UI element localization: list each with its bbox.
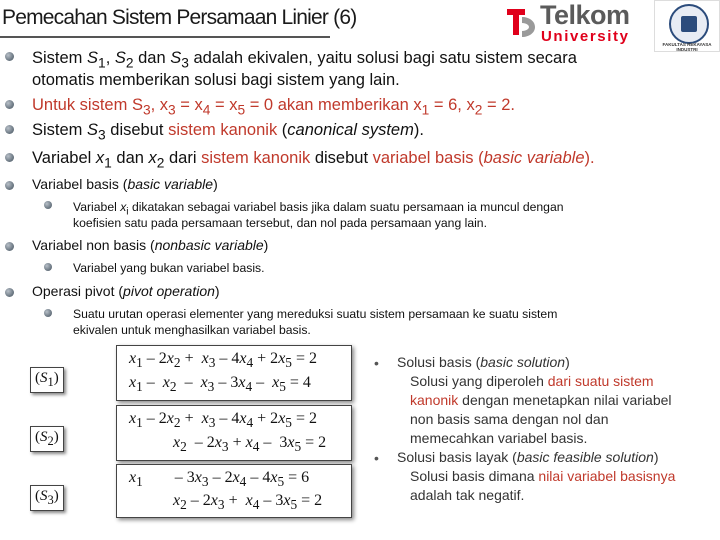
basic-solution-line3: non basis sama dengan nol dan: [410, 411, 609, 427]
system-label-s1: $(S_1)$: [30, 367, 64, 393]
point-equivalence-cont: otomatis memberikan solusi bagi sistem yang lain.: [32, 71, 400, 89]
system-label-s2: $(S_2)$: [30, 426, 64, 452]
point-canonical: Sistem $S_3$ disebut sistem kanonik (canonical system).: [32, 121, 424, 143]
system-s3-equations: [116, 464, 352, 518]
bullet-icon: [5, 153, 14, 162]
bullet-icon: [5, 181, 14, 190]
seal-emblem-icon: [669, 4, 709, 44]
equation-s3-row1: $x_1$ – $3x_3 - 2x_4 - 4x_5 = 6$: [129, 469, 310, 490]
system-label-s3: $(S_3)$: [30, 485, 64, 511]
basic-solution-line1: Solusi yang diperoleh dari suatu sistem: [410, 373, 654, 389]
basic-solution-line4: memecahkan variabel basis.: [410, 430, 588, 446]
slide-title: Pemecahan Sistem Persamaan Linier (6): [2, 6, 357, 29]
system-s2-equations: [116, 405, 352, 461]
faculty-seal: [654, 0, 720, 52]
slide-header: [0, 0, 720, 52]
equation-s2-row1: $x_1 - 2x_2 + x_3 - 4x_4 + 2x_5 = 2$: [129, 410, 317, 431]
logo-subtitle: University: [541, 28, 630, 45]
point-basic-variable: Variabel $x_1$ dan $x_2$ dari sistem kanonik disebut variabel basis (basic variable).: [32, 149, 595, 171]
system-s1-equations: [116, 345, 352, 401]
bullet-icon: [5, 125, 14, 134]
title-underline: [0, 36, 330, 38]
bullet-dot-icon: •: [374, 450, 379, 466]
basic-feasible-solution-title: Solusi basis layak (basic feasible solution): [397, 449, 659, 465]
bullet-icon: [5, 100, 14, 109]
point-s3-solution: Untuk sistem $S_3$, $x_3 = x_4 = x_5 = 0$ akan memberikan $x_1 = 6$, $x_2 = 2$.: [32, 96, 515, 118]
bullet-icon: [5, 288, 14, 297]
bullet-icon: [5, 52, 14, 61]
bullet-dot-icon: •: [374, 355, 379, 371]
equation-s1-row1: $x_1 - 2x_2 + x_3 - 4x_4 + 2x_5 = 2$: [129, 350, 317, 371]
sub-bullet-icon: [44, 309, 52, 317]
equation-s3-row2: $x_2 - 2x_3 + x_4 - 3x_5 = 2$: [173, 492, 323, 513]
equation-s1-row2: $x_1 - x_2 - x_3 - 3x_4 - x_5 = 4$: [129, 374, 311, 395]
equation-s2-row2: $x_2 - 2x_3 + x_4 - 3x_5 = 2$: [173, 434, 327, 455]
heading-pivot-operation: Operasi pivot (pivot operation): [32, 283, 220, 299]
logo-wordmark: Telkom: [540, 0, 630, 30]
detail-basic-variable-cont: koefisien satu pada persamaan tersebut, dan nol pada persamaan yang lain.: [73, 216, 487, 230]
basic-solution-line2: kanonik dengan menetapkan nilai variabel: [410, 392, 672, 408]
heading-basic-variable: Variabel basis (basic variable): [32, 176, 218, 192]
heading-nonbasic-variable: Variabel non basis (nonbasic variable): [32, 237, 269, 253]
bullet-icon: [5, 242, 14, 251]
detail-basic-variable: Variabel $x_i$ dikatakan sebagai variabel basis jika dalam suatu persamaan ia muncul dengan: [73, 200, 564, 218]
detail-nonbasic-variable: Variabel yang bukan variabel basis.: [73, 261, 265, 275]
basic-solution-title: Solusi basis (basic solution): [397, 354, 570, 370]
sub-bullet-icon: [44, 201, 52, 209]
detail-pivot-operation-cont: ekivalen untuk menghasilkan variabel basis.: [73, 323, 311, 337]
telkom-logo-icon: [505, 5, 539, 39]
detail-pivot-operation: Suatu urutan operasi elementer yang mereduksi suatu sistem persamaan ke suatu sistem: [73, 307, 558, 321]
telkom-logo: [503, 2, 653, 46]
seal-caption: FAKULTAS REKAYASA INDUSTRI: [662, 42, 712, 52]
basic-feasible-solution-line1: Solusi basis dimana nilai variabel basisnya: [410, 468, 676, 484]
basic-feasible-solution-line2: adalah tak negatif.: [410, 487, 525, 503]
sub-bullet-icon: [44, 263, 52, 271]
point-equivalence: Sistem $S_1$, $S_2$ dan $S_3$ adalah ekivalen, yaitu solusi bagi satu sistem secara: [32, 49, 577, 71]
